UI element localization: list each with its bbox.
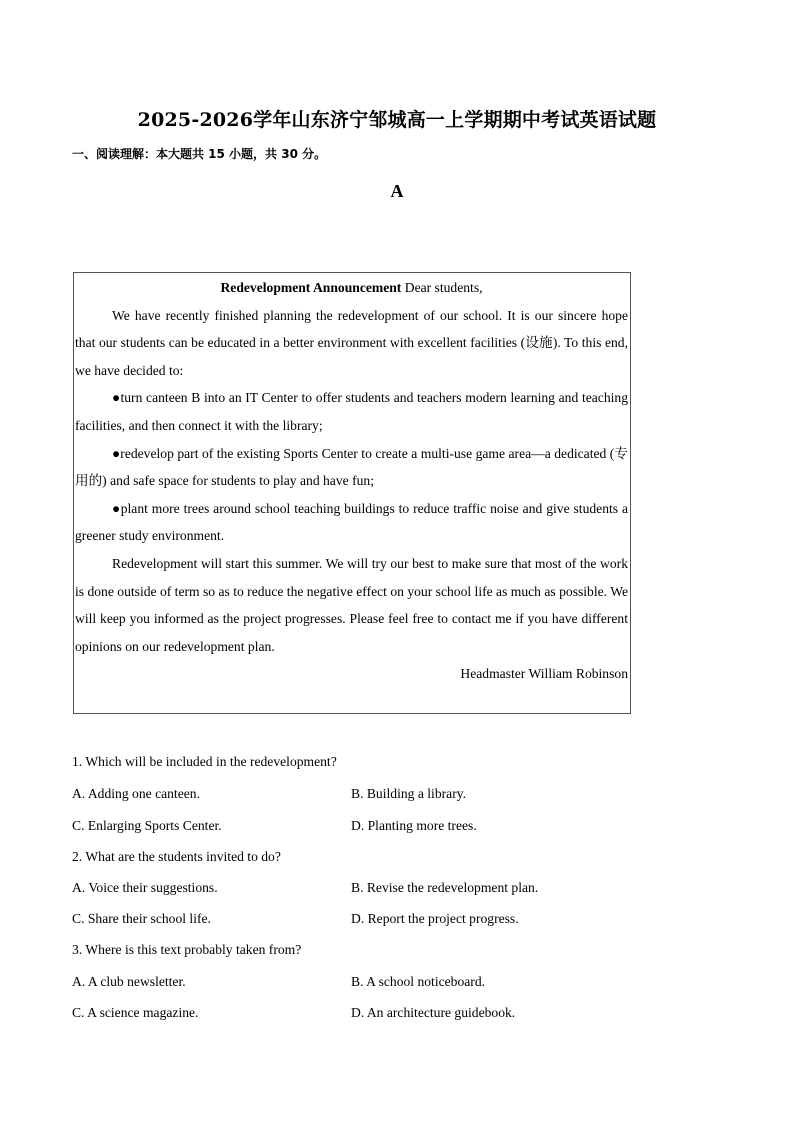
answer-option[interactable]: D. An architecture guidebook. <box>351 1005 516 1020</box>
announcement-box <box>73 272 631 714</box>
answer-option[interactable]: B. Revise the redevelopment plan. <box>351 880 539 895</box>
plan-item-sports-center: ●redevelop part of the existing Sports Center to create a multi-use game area—a dedicated (专用的) and safe space for students to play and have fun; <box>75 445 628 489</box>
answer-option[interactable]: A. Adding one canteen. <box>72 786 200 801</box>
answer-option[interactable]: B. Building a library. <box>351 786 467 801</box>
answer-option[interactable]: D. Report the project progress. <box>351 911 519 926</box>
passage-paragraph: Redevelopment will start this summer. We will try our best to make sure that most of the work is done outside of term so as to reduce the negative effect on your school life as much as possible. We will keep you informed as the project progresses. Please feel free to contact me if you have different opinions on our redevelopment plan. <box>75 555 628 654</box>
question-stem: 3. Where is this text probably taken from? <box>72 942 302 957</box>
question-stem: 2. What are the students invited to do? <box>72 849 281 864</box>
answer-option[interactable]: C. Share their school life. <box>72 911 211 926</box>
announcement-greeting: Dear students, <box>404 280 483 295</box>
passage-letter: A <box>390 181 404 201</box>
passage-paragraph: We have recently finished planning the redevelopment of our school. It is our sincere hope that our students can be educated in a better environment with excellent facilities (设施). To this end, we have decided to: <box>75 307 628 378</box>
answer-option[interactable]: C. A science magazine. <box>72 1005 199 1020</box>
answer-option[interactable]: B. A school noticeboard. <box>351 974 486 989</box>
question-stem: 1. Which will be included in the redevelopment? <box>72 754 337 769</box>
answer-option[interactable]: D. Planting more trees. <box>351 818 477 833</box>
announcement-header <box>75 274 628 302</box>
announcement-heading: Redevelopment Announcement <box>220 280 402 295</box>
answer-option[interactable]: C. Enlarging Sports Center. <box>72 818 222 833</box>
section-heading: 一、阅读理解：本大题共 15 小题，共 30 分。 <box>72 147 327 161</box>
signature: Headmaster William Robinson <box>460 666 628 682</box>
plan-item-trees: ●plant more trees around school teaching buildings to reduce traffic noise and give students a greener study environment. <box>75 500 628 544</box>
plan-item-it-center: ●turn canteen B into an IT Center to offer students and teachers modern learning and teaching facilities, and then connect it with the library; <box>75 390 628 433</box>
page-title: 2025-2026学年山东济宁邹城高一上学期期中考试英语试题 <box>137 109 657 131</box>
answer-option[interactable]: A. A club newsletter. <box>72 974 186 989</box>
answer-option[interactable]: A. Voice their suggestions. <box>72 880 218 895</box>
